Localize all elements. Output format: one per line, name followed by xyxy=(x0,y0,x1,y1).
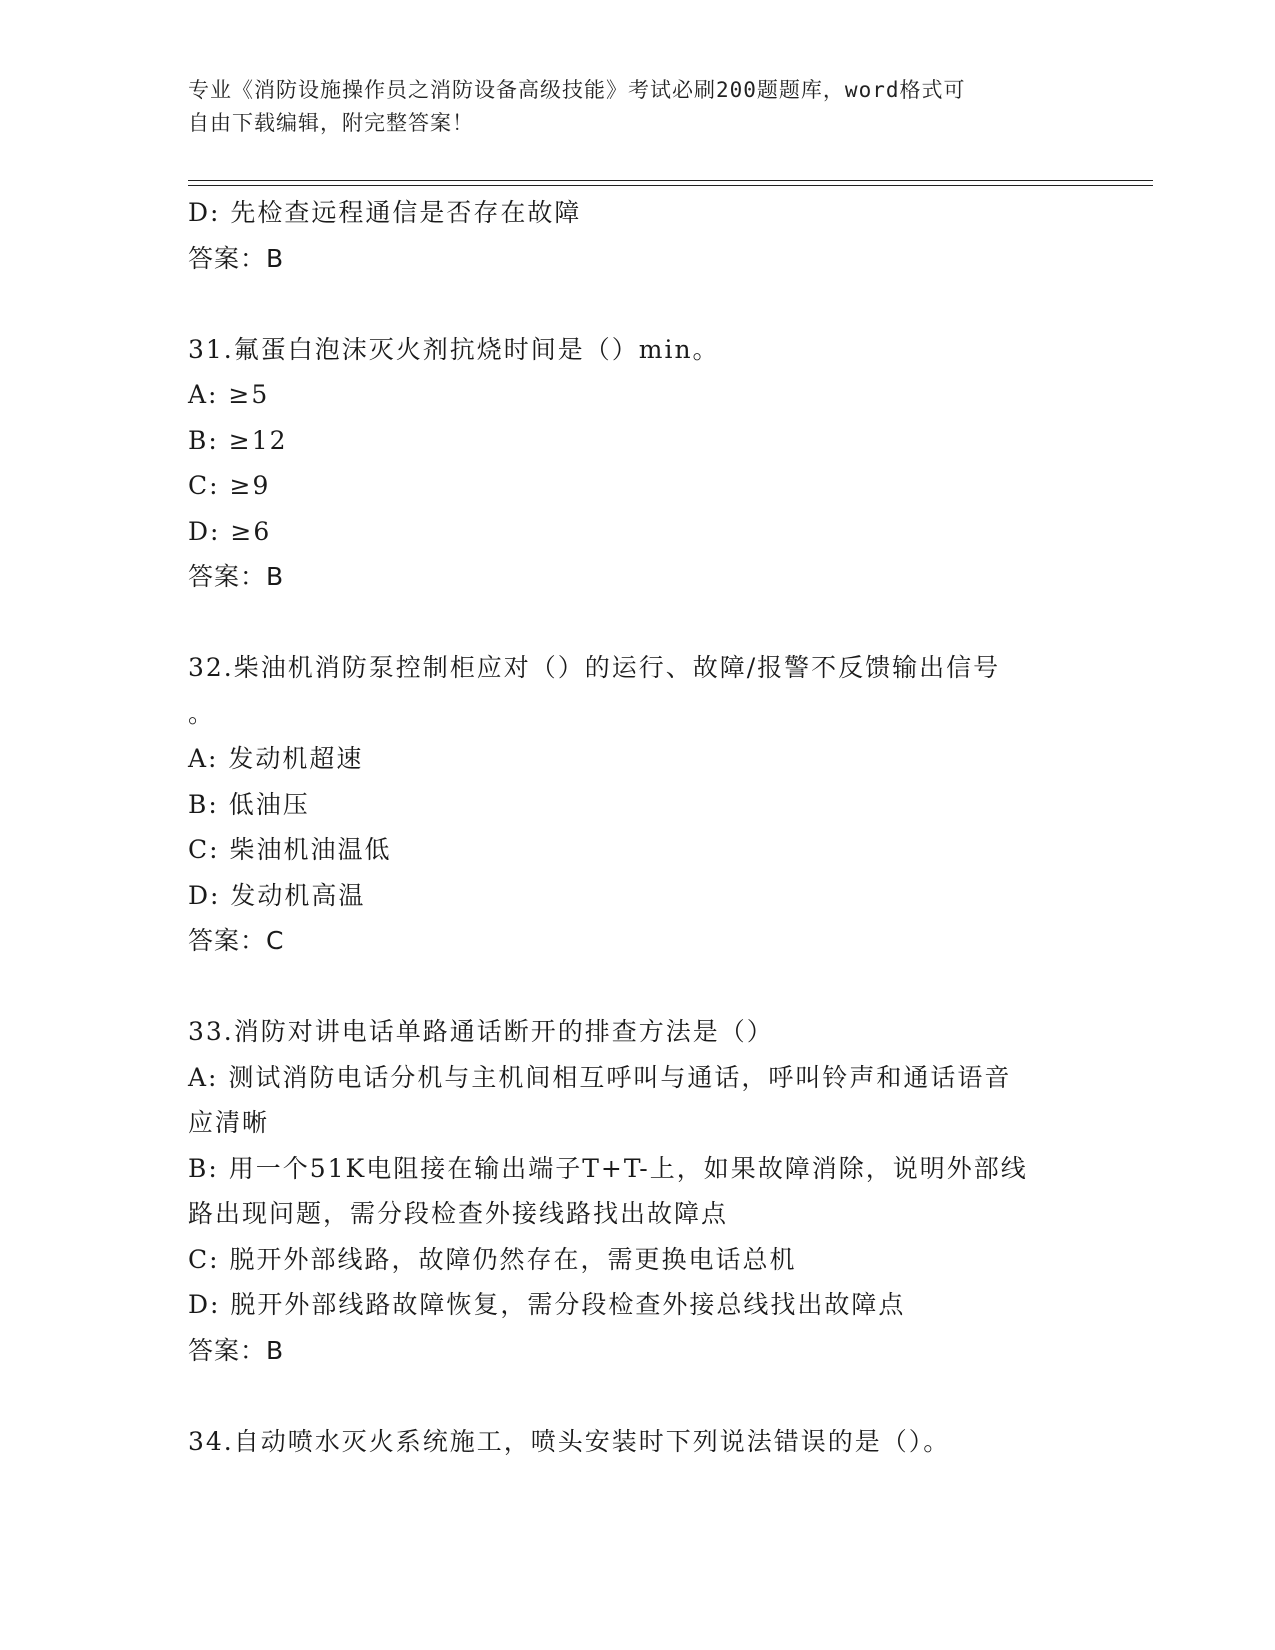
q31-stem: 31.氟蛋白泡沫灭火剂抗烧时间是（）min。 xyxy=(188,334,720,364)
q33-option-c: C: 脱开外部线路，故障仍然存在，需更换电话总机 xyxy=(188,1244,797,1274)
prev-answer: 答案：B xyxy=(188,243,285,273)
q33-option-b-line-1: B: 用一个51K电阻接在输出端子T+T-上，如果故障消除，说明外部线 xyxy=(188,1153,1028,1183)
question-32 xyxy=(188,645,1088,964)
q32-option-a: A: 发动机超速 xyxy=(188,744,364,773)
q31-option-c: C: ≥9 xyxy=(188,471,271,500)
q32-stem-line-1: 32.柴油机消防泵控制柜应对（）的运行、故障/报警不反馈输出信号 xyxy=(188,653,1001,682)
header-rule-bottom xyxy=(188,185,1153,186)
q31-option-d: D: ≥6 xyxy=(188,516,272,546)
header-rule-top xyxy=(188,180,1153,181)
q33-option-b-line-2: 路出现问题，需分段检查外接线路找出故障点 xyxy=(188,1199,729,1228)
q33-answer: 答案：B xyxy=(188,1335,285,1365)
q33-option-d: D: 脱开外部线路故障恢复，需分段检查外接总线找出故障点 xyxy=(188,1290,906,1319)
q31-option-a: A: ≥5 xyxy=(188,380,270,409)
prev-option-d: D: 先检查远程通信是否存在故障 xyxy=(188,198,582,227)
question-33 xyxy=(188,1009,1088,1373)
question-34 xyxy=(188,1419,1088,1465)
header-line-2: 自由下载编辑，附完整答案！ xyxy=(188,111,474,135)
q31-answer: 答案：B xyxy=(188,562,285,591)
q32-option-b: B: 低油压 xyxy=(188,789,310,819)
previous-question-tail xyxy=(188,190,1088,281)
q32-stem-line-2: 。 xyxy=(188,698,216,728)
spacer xyxy=(188,964,1088,1010)
spacer xyxy=(188,1373,1088,1419)
q31-option-b: B: ≥12 xyxy=(188,425,288,455)
q32-option-d: D: 发动机高温 xyxy=(188,880,366,910)
q33-option-a-line-1: A: 测试消防电话分机与主机间相互呼叫与通话，呼叫铃声和通话语音 xyxy=(188,1062,1012,1092)
q34-stem: 34.自动喷水灭火系统施工，喷头安装时下列说法错误的是（）。 xyxy=(188,1426,951,1456)
question-31 xyxy=(188,327,1088,600)
document-header xyxy=(188,74,1088,140)
header-line-1: 专业《消防设施操作员之消防设备高级技能》考试必刷200题题库，word格式可 xyxy=(188,78,966,102)
q32-option-c: C: 柴油机油温低 xyxy=(188,835,392,864)
question-content xyxy=(188,190,1088,1464)
spacer xyxy=(188,600,1088,646)
q33-option-a-line-2: 应清晰 xyxy=(188,1108,270,1137)
q32-answer: 答案：C xyxy=(188,926,285,955)
q33-stem: 33.消防对讲电话单路通话断开的排查方法是（） xyxy=(188,1017,774,1046)
spacer xyxy=(188,281,1088,327)
